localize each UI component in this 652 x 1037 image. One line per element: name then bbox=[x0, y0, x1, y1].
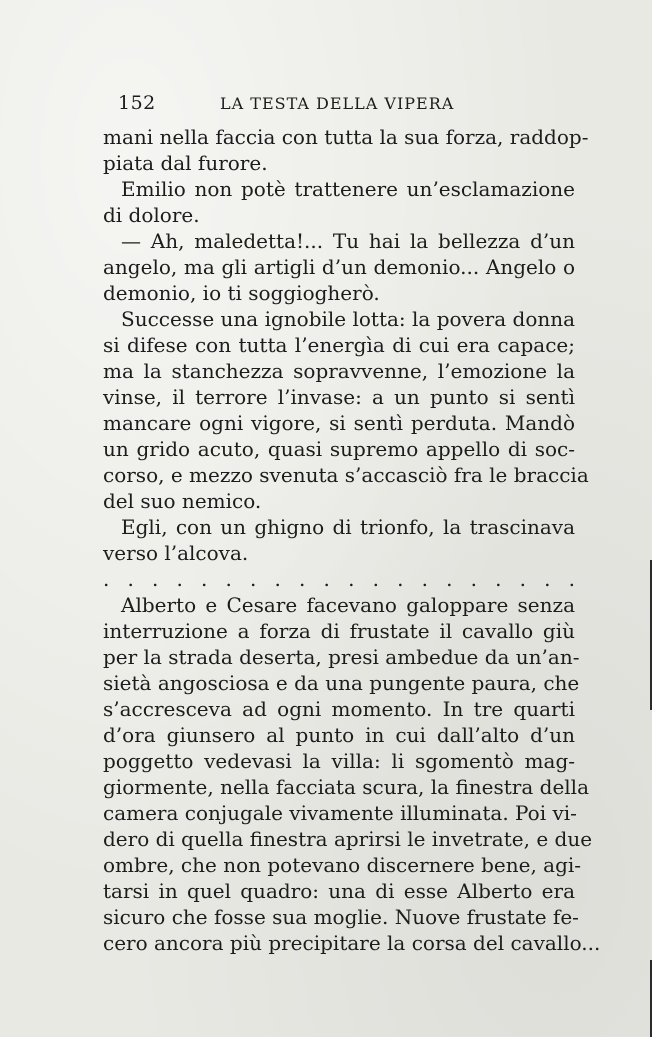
page-header bbox=[118, 92, 578, 116]
text-line: interruzione a forza di frustate il cavallo giù bbox=[103, 619, 575, 643]
body-text bbox=[103, 124, 601, 956]
text-line: Alberto e Cesare facevano galoppare senza bbox=[121, 593, 575, 617]
text-line: d’ora giunsero al punto in cui dall’alto d’un bbox=[103, 723, 575, 747]
text-line: demonio, io ti soggiogherò. bbox=[103, 281, 380, 305]
text-line: s’accresceva ad ogni momento. In tre quarti bbox=[103, 697, 575, 721]
text-line: Successe una ignobile lotta: la povera donna bbox=[121, 307, 576, 331]
text-line: verso l’alcova. bbox=[103, 541, 249, 565]
text-line: sicuro che fosse sua moglie. Nuove frustate fe- bbox=[103, 905, 579, 929]
text-line: per la strada deserta, presi ambedue da un’an- bbox=[103, 645, 580, 669]
running-title: LA TESTA DELLA VIPERA bbox=[220, 94, 455, 113]
text-line: si difese con tutta l’energìa di cui era capace; bbox=[103, 333, 575, 357]
text-line: piata dal furore. bbox=[103, 151, 268, 175]
text-line: dero di quella finestra aprirsi le invetrate, e due bbox=[103, 827, 593, 851]
text-line: mani nella faccia con tutta la sua forza, raddop- bbox=[103, 125, 589, 149]
text-line: del suo nemico. bbox=[103, 489, 262, 513]
text-line: angelo, ma gli artigli d’un demonio... Angelo o bbox=[103, 255, 575, 279]
text-line: Egli, con un ghigno di trionfo, la trascinava bbox=[121, 515, 575, 539]
text-line: — Ah, maledetta!... Tu hai la bellezza d’un bbox=[121, 229, 575, 253]
text-line: un grido acuto, quasi supremo appello di soc- bbox=[103, 437, 575, 461]
page-number: 152 bbox=[118, 92, 156, 114]
text-line: Emilio non potè trattenere un’esclamazione bbox=[121, 177, 575, 201]
text-line: vinse, il terrore l’invase: a un punto si sentì bbox=[103, 385, 575, 409]
text-line: sietà angosciosa e da una pungente paura, che bbox=[103, 671, 580, 695]
text-line: camera conjugale vivamente illuminata. Poi vi- bbox=[103, 801, 577, 825]
text-line: ombre, che non potevano discernere bene, agi- bbox=[103, 853, 582, 877]
text-line: mancare ogni vigore, si sentì perduta. Mandò bbox=[103, 411, 575, 435]
text-line: ma la stanchezza sopravvenne, l’emozione la bbox=[103, 359, 575, 383]
text-line: di dolore. bbox=[103, 203, 200, 227]
text-line: corso, e mezzo svenuta s’accasciò fra le braccia bbox=[103, 463, 589, 487]
text-line: cero ancora più precipitare la corsa del cavallo... bbox=[103, 931, 601, 955]
text-line: tarsi in quel quadro: una di esse Alberto era bbox=[103, 879, 575, 903]
text-line: poggetto vedevasi la villa: li sgomentò mag- bbox=[103, 749, 575, 773]
section-separator: . . . . . . . . . . . . . . . . . . . . bbox=[103, 567, 575, 591]
text-line: giormente, nella facciata scura, la finestra della bbox=[103, 775, 590, 799]
